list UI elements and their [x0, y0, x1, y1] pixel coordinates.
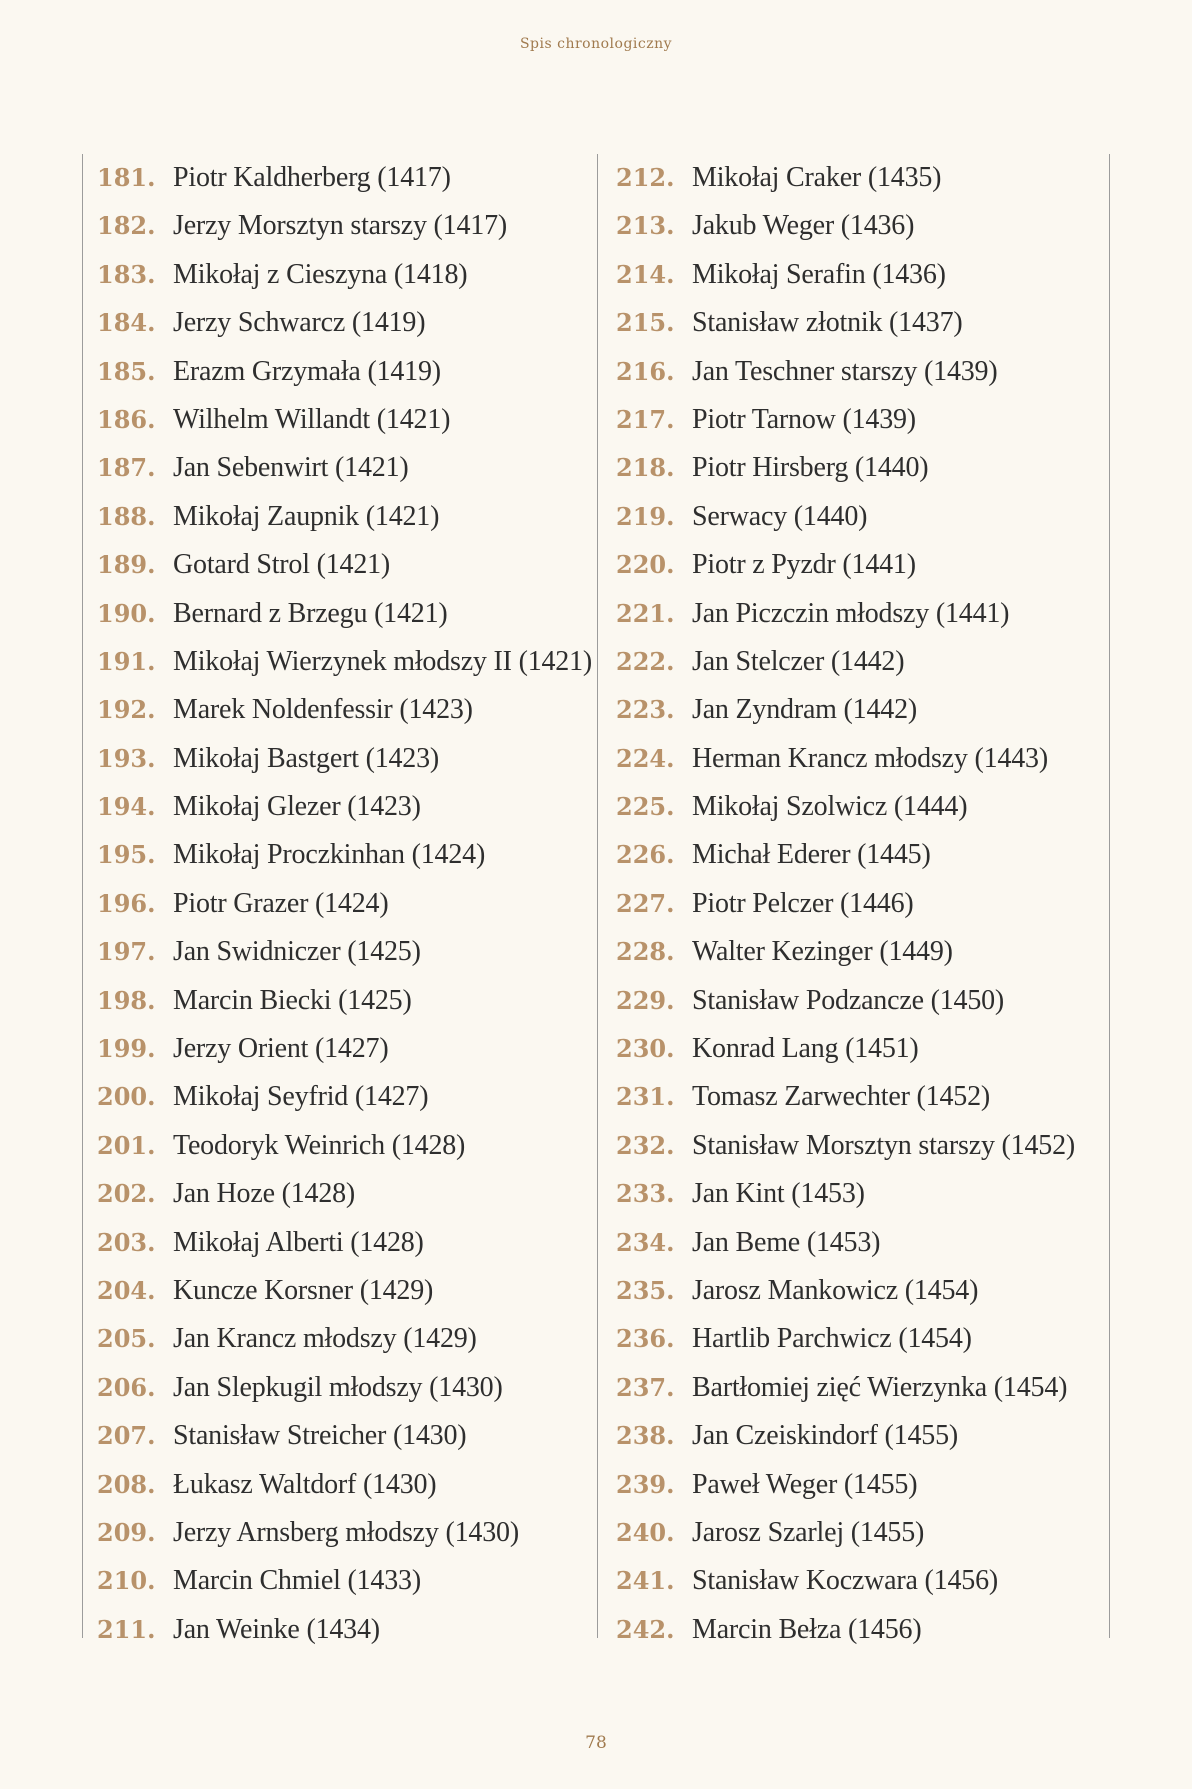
entry-number: 235.	[616, 1275, 675, 1305]
list-item	[83, 396, 597, 444]
entry-name: Herman Krancz młodszy (1443)	[692, 742, 1048, 774]
list-item	[83, 444, 597, 492]
entry-number: 204.	[97, 1275, 156, 1305]
list-item	[83, 541, 597, 589]
entry-name: Marek Noldenfessir (1423)	[173, 694, 473, 726]
entry-number: 226.	[616, 840, 675, 870]
entry-number: 238.	[616, 1421, 675, 1451]
list-item	[598, 1122, 1109, 1170]
entry-name: Jarosz Mankowicz (1454)	[692, 1274, 979, 1306]
list-item	[598, 1461, 1109, 1509]
entry-number: 214.	[616, 259, 675, 289]
entry-number: 181.	[97, 163, 156, 192]
list-item	[598, 493, 1109, 541]
entry-name: Jan Hoze (1428)	[173, 1178, 356, 1210]
list-item	[83, 880, 597, 928]
entry-number: 210.	[97, 1566, 156, 1596]
entry-name: Piotr Kaldherberg (1417)	[173, 162, 451, 193]
entry-number: 237.	[616, 1372, 675, 1402]
entry-name: Jan Czeiskindorf (1455)	[692, 1420, 959, 1452]
entry-number: 218.	[616, 453, 675, 483]
list-item	[83, 831, 597, 879]
list-item	[83, 1122, 597, 1170]
entry-number: 208.	[97, 1469, 156, 1499]
list-item	[598, 348, 1109, 396]
entry-name: Jan Beme (1453)	[692, 1226, 881, 1258]
entry-number: 221.	[616, 598, 675, 628]
entry-number: 236.	[616, 1324, 675, 1354]
page-number: 78	[585, 1733, 607, 1753]
list-item	[598, 1219, 1109, 1267]
list-item	[598, 638, 1109, 686]
list-item	[83, 1025, 597, 1073]
entry-number: 228.	[616, 937, 675, 967]
entry-number: 184.	[97, 308, 156, 338]
list-item	[598, 880, 1109, 928]
list-item	[83, 1461, 597, 1509]
list-item	[83, 1315, 597, 1363]
list-item	[598, 1557, 1109, 1605]
list-item	[83, 590, 597, 638]
list-item	[83, 977, 597, 1025]
entry-name: Walter Kezinger (1449)	[692, 936, 953, 968]
entry-number: 230.	[616, 1034, 675, 1064]
list-item	[598, 299, 1109, 347]
list-item	[83, 735, 597, 783]
entry-name: Jan Zyndram (1442)	[692, 694, 918, 726]
list-item	[598, 1315, 1109, 1363]
entry-number: 225.	[616, 792, 675, 822]
list-item	[83, 1170, 597, 1218]
list-item	[83, 1509, 597, 1557]
entry-number: 201.	[97, 1130, 156, 1160]
entry-number: 220.	[616, 550, 675, 580]
right-column	[598, 154, 1110, 1645]
entry-number: 213.	[616, 211, 675, 241]
entry-name: Jan Krancz młodszy (1429)	[173, 1323, 477, 1355]
entry-name: Wilhelm Willandt (1421)	[173, 403, 451, 435]
entry-number: 231.	[616, 1082, 675, 1112]
list-item	[83, 1073, 597, 1121]
list-item	[598, 1509, 1109, 1557]
list-item	[598, 154, 1109, 202]
entry-name: Mikołaj Szolwicz (1444)	[692, 791, 968, 823]
list-item	[83, 1557, 597, 1605]
entry-name: Paweł Weger (1455)	[692, 1468, 918, 1500]
list-item	[83, 299, 597, 347]
entry-name: Jan Stelczer (1442)	[692, 645, 905, 677]
entry-number: 241.	[616, 1566, 675, 1596]
list-item	[598, 686, 1109, 734]
list-item	[83, 493, 597, 541]
list-item	[598, 1606, 1109, 1654]
entry-number: 186.	[97, 404, 156, 434]
entry-name: Jan Swidniczer (1425)	[173, 936, 421, 968]
entry-number: 183.	[97, 259, 156, 289]
list-item	[598, 1170, 1109, 1218]
list-item	[83, 638, 597, 686]
entry-name: Jakub Weger (1436)	[692, 210, 915, 242]
entry-number: 191.	[97, 646, 156, 676]
entry-name: Mikołaj Bastgert (1423)	[173, 742, 440, 774]
list-item	[598, 1267, 1109, 1315]
entry-number: 224.	[616, 743, 675, 773]
list-item	[83, 1364, 597, 1412]
list-item	[83, 686, 597, 734]
entry-name: Serwacy (1440)	[692, 500, 868, 532]
entry-name: Piotr z Pyzdr (1441)	[692, 549, 916, 581]
list-item	[83, 202, 597, 250]
entry-number: 240.	[616, 1517, 675, 1547]
entry-number: 216.	[616, 356, 675, 386]
list-item	[598, 783, 1109, 831]
list-item	[598, 1412, 1109, 1460]
list-item	[598, 202, 1109, 250]
entry-name: Jarosz Szarlej (1455)	[692, 1516, 925, 1548]
entry-name: Mikołaj Proczkinhan (1424)	[173, 839, 486, 871]
entry-name: Jerzy Schwarcz (1419)	[173, 307, 426, 339]
entry-number: 185.	[97, 356, 156, 386]
entry-number: 222.	[616, 646, 675, 676]
entry-number: 239.	[616, 1469, 675, 1499]
entry-name: Marcin Chmiel (1433)	[173, 1565, 421, 1597]
list-item	[598, 977, 1109, 1025]
entry-number: 234.	[616, 1227, 675, 1257]
entry-number: 192.	[97, 695, 156, 725]
entry-name: Mikołaj Zaupnik (1421)	[173, 500, 440, 532]
list-item	[83, 1267, 597, 1315]
list-item	[83, 1606, 597, 1654]
list-item	[83, 154, 597, 202]
entry-number: 215.	[616, 308, 675, 338]
entry-name: Konrad Lang (1451)	[692, 1033, 919, 1065]
entry-name: Stanisław Streicher (1430)	[173, 1420, 467, 1452]
entry-name: Stanisław złotnik (1437)	[692, 307, 963, 339]
entry-name: Hartlib Parchwicz (1454)	[692, 1323, 972, 1355]
entry-number: 233.	[616, 1179, 675, 1209]
list-item	[598, 590, 1109, 638]
entry-number: 206.	[97, 1372, 156, 1402]
entry-name: Jan Sebenwirt (1421)	[173, 452, 409, 484]
entry-number: 207.	[97, 1421, 156, 1451]
entry-name: Marcin Biecki (1425)	[173, 984, 412, 1016]
entry-name: Mikołaj z Cieszyna (1418)	[173, 258, 468, 290]
entry-name: Piotr Grazer (1424)	[173, 887, 389, 919]
entry-name: Stanisław Podzancze (1450)	[692, 984, 1005, 1016]
entry-number: 202.	[97, 1179, 156, 1209]
running-title: Spis chronologiczny	[519, 36, 673, 52]
entry-number: 232.	[616, 1130, 675, 1160]
entry-name: Stanisław Koczwara (1456)	[692, 1565, 999, 1597]
list-item	[598, 831, 1109, 879]
entry-number: 203.	[97, 1227, 156, 1257]
list-item	[598, 1073, 1109, 1121]
entry-number: 212.	[616, 163, 675, 192]
entry-name: Mikołaj Wierzynek młodszy II (1421)	[173, 645, 593, 677]
entry-number: 193.	[97, 743, 156, 773]
entry-number: 219.	[616, 501, 675, 531]
entry-name: Łukasz Waltdorf (1430)	[173, 1468, 437, 1500]
entry-number: 217.	[616, 404, 675, 434]
entry-number: 189.	[97, 550, 156, 580]
entry-number: 199.	[97, 1034, 156, 1064]
list-item	[83, 783, 597, 831]
entry-name: Jan Piczczin młodszy (1441)	[692, 597, 1010, 629]
entry-number: 200.	[97, 1082, 156, 1112]
entry-number: 227.	[616, 888, 675, 918]
list-item	[598, 541, 1109, 589]
entry-name: Tomasz Zarwechter (1452)	[692, 1081, 990, 1113]
list-item	[83, 928, 597, 976]
entry-name: Jan Kint (1453)	[692, 1178, 865, 1210]
entry-name: Jerzy Arnsberg młodszy (1430)	[173, 1516, 519, 1548]
entry-name: Jerzy Orient (1427)	[173, 1033, 389, 1065]
entry-name: Stanisław Morsztyn starszy (1452)	[692, 1129, 1076, 1161]
entry-name: Piotr Tarnow (1439)	[692, 403, 916, 435]
list-item	[598, 735, 1109, 783]
entry-number: 229.	[616, 985, 675, 1015]
entry-number: 187.	[97, 453, 156, 483]
entry-name: Teodoryk Weinrich (1428)	[173, 1129, 466, 1161]
list-item	[83, 1412, 597, 1460]
entry-name: Kuncze Korsner (1429)	[173, 1274, 434, 1306]
list-item	[598, 396, 1109, 444]
entry-name: Piotr Pelczer (1446)	[692, 887, 914, 919]
entry-name: Mikołaj Seyfrid (1427)	[173, 1081, 429, 1113]
list-item	[598, 928, 1109, 976]
entry-number: 182.	[97, 211, 156, 241]
entry-number: 188.	[97, 501, 156, 531]
entry-name: Bernard z Brzegu (1421)	[173, 597, 448, 629]
list-item	[598, 251, 1109, 299]
entry-name: Jan Weinke (1434)	[173, 1613, 380, 1645]
list-item	[83, 348, 597, 396]
entry-number: 198.	[97, 985, 156, 1015]
list-item	[83, 251, 597, 299]
entry-name: Marcin Bełza (1456)	[692, 1613, 922, 1645]
entry-name: Jan Teschner starszy (1439)	[692, 355, 998, 387]
entry-name: Jerzy Morsztyn starszy (1417)	[173, 210, 508, 242]
list-item	[598, 1364, 1109, 1412]
entry-name: Jan Slepkugil młodszy (1430)	[173, 1371, 503, 1403]
entry-number: 197.	[97, 937, 156, 967]
list-item	[83, 1219, 597, 1267]
entry-number: 205.	[97, 1324, 156, 1354]
left-column	[82, 154, 598, 1645]
entry-number: 211.	[97, 1614, 156, 1644]
entry-name: Piotr Hirsberg (1440)	[692, 452, 929, 484]
entry-name: Mikołaj Craker (1435)	[692, 162, 942, 193]
entry-number: 195.	[97, 840, 156, 870]
entry-name: Michał Ederer (1445)	[692, 839, 931, 871]
entry-number: 190.	[97, 598, 156, 628]
entry-name: Gotard Strol (1421)	[173, 549, 391, 581]
entry-number: 223.	[616, 695, 675, 725]
entry-number: 196.	[97, 888, 156, 918]
list-item	[598, 1025, 1109, 1073]
entry-name: Mikołaj Glezer (1423)	[173, 791, 421, 823]
entry-name: Mikołaj Alberti (1428)	[173, 1226, 424, 1258]
entry-number: 194.	[97, 792, 156, 822]
entry-name: Bartłomiej zięć Wierzynka (1454)	[692, 1371, 1068, 1403]
list-item	[598, 444, 1109, 492]
entry-number: 209.	[97, 1517, 156, 1547]
entry-name: Mikołaj Serafin (1436)	[692, 258, 946, 290]
entry-name: Erazm Grzymała (1419)	[173, 355, 441, 387]
entry-number: 242.	[616, 1614, 675, 1644]
